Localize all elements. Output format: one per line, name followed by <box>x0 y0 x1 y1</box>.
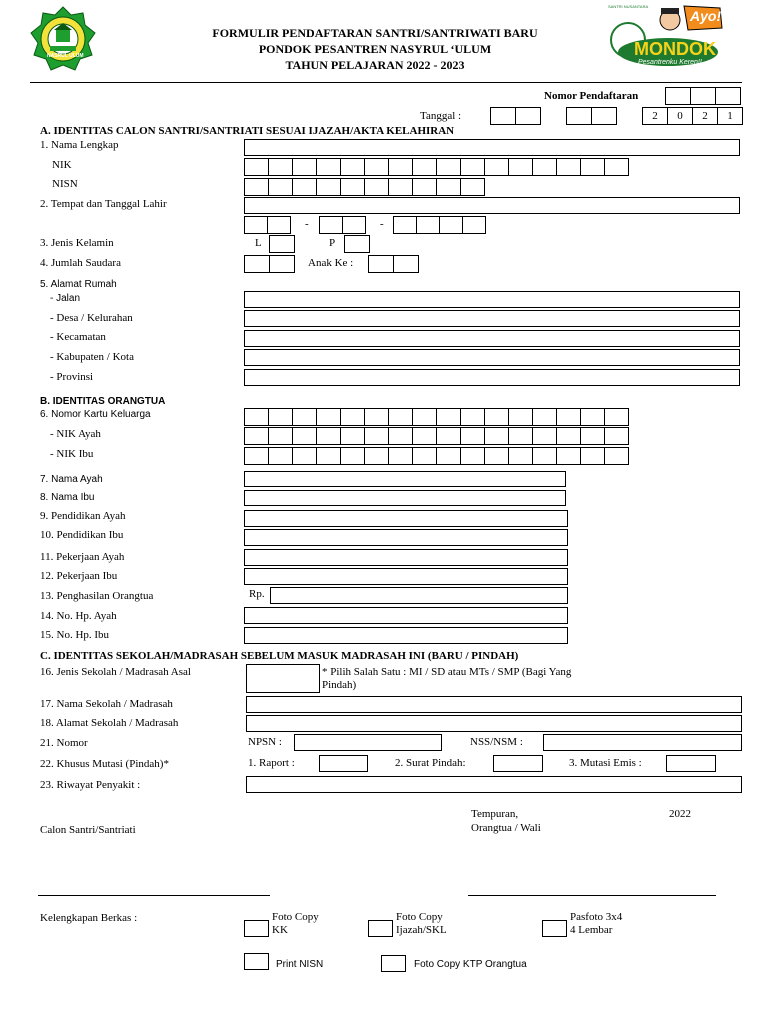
digit-box[interactable] <box>580 427 605 445</box>
digit-box[interactable] <box>268 178 293 196</box>
orangtua-wali-label: Orangtua / Wali <box>471 822 541 834</box>
digit-box[interactable] <box>244 178 269 196</box>
penghasilan-field[interactable] <box>270 587 568 604</box>
digit-box[interactable] <box>604 408 629 426</box>
section-c-title: C. IDENTITAS SEKOLAH/MADRASAH SEBELUM MASUK MADRASAH INI (BARU / PINDAH) <box>40 650 519 662</box>
year-digit: 2 <box>692 107 718 125</box>
alamat-sekolah-field[interactable] <box>246 715 742 732</box>
digit-box[interactable] <box>508 427 533 445</box>
digit-box[interactable] <box>268 158 293 176</box>
form-title: FORMULIR PENDAFTARAN SANTRI/SANTRIWATI BARU <box>212 26 538 40</box>
digit-box[interactable] <box>340 447 365 465</box>
digit-box[interactable] <box>580 447 605 465</box>
year-digit: 2 <box>642 107 668 125</box>
jalan-field[interactable] <box>244 291 740 308</box>
digit-box[interactable] <box>268 408 293 426</box>
alamat-sekolah-label: 18. Alamat Sekolah / Madrasah <box>40 717 179 729</box>
digit-box[interactable] <box>412 158 437 176</box>
pekerjaan-ibu-field[interactable] <box>244 568 568 585</box>
kabupaten-field[interactable] <box>244 349 740 366</box>
digit-box[interactable] <box>508 447 533 465</box>
nomor-pendaftaran-boxes[interactable] <box>665 87 740 105</box>
mondok-subtitle: Pesantrenku Keren!! <box>638 59 702 66</box>
surat-pindah-checkbox[interactable] <box>493 755 543 772</box>
nomor-pendaftaran-label: Nomor Pendaftaran <box>544 90 639 102</box>
nama-ibu-label: 8. Nama Ibu <box>40 492 95 503</box>
digit-box[interactable] <box>556 447 581 465</box>
santri-nusantara-text: SANTRI NUSANTARA <box>608 4 649 9</box>
digit-box[interactable] <box>412 427 437 445</box>
hp-ibu-field[interactable] <box>244 627 568 644</box>
digit-box[interactable] <box>604 447 629 465</box>
digit-box[interactable] <box>316 178 341 196</box>
digit-box[interactable] <box>580 408 605 426</box>
digit-box[interactable] <box>460 178 485 196</box>
pendidikan-ibu-field[interactable] <box>244 529 568 546</box>
digit-box[interactable] <box>484 158 509 176</box>
kk-checkbox[interactable] <box>244 920 269 937</box>
gender-l-checkbox[interactable] <box>269 235 295 253</box>
digit-box[interactable] <box>364 447 389 465</box>
digit-box[interactable] <box>604 427 629 445</box>
kabupaten-label: - Kabupaten / Kota <box>50 351 134 363</box>
gender-l-label: L <box>255 237 262 249</box>
digit-box[interactable] <box>340 427 365 445</box>
digit-box[interactable] <box>316 158 341 176</box>
digit-box[interactable] <box>316 447 341 465</box>
tanggal-label: Tanggal : <box>420 110 462 122</box>
nss-label: NSS/NSM : <box>470 736 523 748</box>
digit-box[interactable] <box>292 178 317 196</box>
ktp-orangtua-checkbox[interactable] <box>381 955 406 972</box>
digit-box[interactable] <box>532 408 557 426</box>
digit-box[interactable] <box>316 408 341 426</box>
tempat-lahir-field[interactable] <box>244 197 740 214</box>
digit-box[interactable] <box>364 408 389 426</box>
digit-box[interactable] <box>364 158 389 176</box>
jumlah-saudara-label: 4. Jumlah Saudara <box>40 257 121 269</box>
date-dash: - <box>305 218 309 230</box>
academic-year: TAHUN PELAJARAN 2022 - 2023 <box>285 58 465 72</box>
mutasi-emis-label: 3. Mutasi Emis : <box>569 757 642 769</box>
kecamatan-label: - Kecamatan <box>50 331 106 343</box>
digit-box[interactable] <box>556 427 581 445</box>
digit-box[interactable] <box>412 408 437 426</box>
nama-ayah-field[interactable] <box>244 471 566 487</box>
signature-year: 2022 <box>669 808 691 820</box>
kk-label: 6. Nomor Kartu Keluarga <box>40 409 151 420</box>
digit-box[interactable] <box>532 427 557 445</box>
birth-month-boxes[interactable] <box>319 216 365 234</box>
digit-box[interactable] <box>388 408 413 426</box>
digit-box[interactable] <box>460 427 485 445</box>
pilih-note-2: Pindah) <box>322 679 357 691</box>
gender-p-label: P <box>329 237 336 249</box>
print-nisn-label: Print NISN <box>276 959 324 970</box>
nisn-label: NISN <box>52 178 78 190</box>
digit-box[interactable] <box>556 158 581 176</box>
kk-line2: KK <box>272 924 288 936</box>
year-digit: 0 <box>667 107 693 125</box>
digit-box[interactable] <box>388 158 413 176</box>
birth-day-boxes[interactable] <box>244 216 290 234</box>
nama-sekolah-field[interactable] <box>246 696 742 713</box>
pasfoto-line1: Pasfoto 3x4 <box>570 911 623 923</box>
nik-boxes[interactable] <box>244 158 628 176</box>
nama-lengkap-label: 1. Nama Lengkap <box>40 139 119 151</box>
ttl-label: 2. Tempat dan Tanggal Lahir <box>40 198 167 210</box>
kelengkapan-berkas-label: Kelengkapan Berkas : <box>40 912 138 924</box>
anak-ke-boxes[interactable] <box>368 255 418 273</box>
date-dash: - <box>380 218 384 230</box>
header-rule <box>30 82 742 83</box>
pendidikan-ayah-label: 9. Pendidikan Ayah <box>40 510 126 522</box>
pasfoto-line2: 4 Lembar <box>570 924 613 936</box>
jalan-label: - Jalan <box>50 293 81 304</box>
digit-box[interactable] <box>244 158 269 176</box>
hp-ibu-label: 15. No. Hp. Ibu <box>40 629 110 641</box>
pendidikan-ayah-field[interactable] <box>244 510 568 527</box>
nomor-label: 21. Nomor <box>40 737 88 749</box>
digit-box[interactable] <box>388 178 413 196</box>
digit-box[interactable] <box>484 447 509 465</box>
mutasi-label: 22. Khusus Mutasi (Pindah)* <box>40 758 169 770</box>
mutasi-emis-checkbox[interactable] <box>666 755 716 772</box>
digit-box[interactable] <box>340 158 365 176</box>
riwayat-penyakit-label: 23. Riwayat Penyakit : <box>40 779 141 791</box>
wali-signature-line <box>468 895 716 896</box>
ktp-orangtua-label: Foto Copy KTP Orangtua <box>414 959 527 970</box>
school-logo <box>30 6 96 72</box>
pekerjaan-ayah-field[interactable] <box>244 549 568 566</box>
ijazah-checkbox[interactable] <box>368 920 393 937</box>
digit-box[interactable] <box>436 427 461 445</box>
desa-label: - Desa / Kelurahan <box>50 312 133 324</box>
mondok-text: MONDOK <box>634 39 716 59</box>
digit-box[interactable] <box>460 158 485 176</box>
penghasilan-label: 13. Penghasilan Orangtua <box>40 590 154 602</box>
digit-box[interactable] <box>388 447 413 465</box>
nama-lengkap-field[interactable] <box>244 139 740 156</box>
jenis-sekolah-label: 16. Jenis Sekolah / Madrasah Asal <box>40 666 191 678</box>
tanggal-month-boxes[interactable] <box>566 107 616 125</box>
digit-box[interactable] <box>484 427 509 445</box>
surat-pindah-label: 2. Surat Pindah: <box>395 757 466 769</box>
nik-ayah-boxes[interactable] <box>244 427 628 445</box>
digit-box[interactable] <box>340 408 365 426</box>
section-a-title: A. IDENTITAS CALON SANTRI/SANTRIATI SESUAI IJAZAH/AKTA KELAHIRAN <box>40 125 455 137</box>
digit-box[interactable] <box>556 408 581 426</box>
nik-ibu-boxes[interactable] <box>244 447 628 465</box>
digit-box[interactable] <box>460 408 485 426</box>
kk-line1: Foto Copy <box>272 911 319 923</box>
pekerjaan-ibu-label: 12. Pekerjaan Ibu <box>40 570 118 582</box>
digit-box[interactable] <box>508 408 533 426</box>
school-name: PONDOK PESANTREN NASYRUL ‘ULUM <box>258 42 492 56</box>
jenis-sekolah-field[interactable] <box>246 664 320 693</box>
hp-ayah-field[interactable] <box>244 607 568 624</box>
nik-ibu-label: - NIK Ibu <box>50 448 94 460</box>
digit-box[interactable] <box>388 427 413 445</box>
rp-label: Rp. <box>249 588 265 600</box>
npsn-field[interactable] <box>294 734 442 751</box>
ijazah-line2: Ijazah/SKL <box>396 924 447 936</box>
raport-checkbox[interactable] <box>319 755 368 772</box>
jenis-kelamin-label: 3. Jenis Kelamin <box>40 237 114 249</box>
digit-box[interactable] <box>436 158 461 176</box>
digit-box[interactable] <box>436 178 461 196</box>
riwayat-penyakit-field[interactable] <box>246 776 742 793</box>
digit-box[interactable] <box>292 447 317 465</box>
anak-ke-label: Anak Ke : <box>308 257 354 269</box>
hp-ayah-label: 14. No. Hp. Ayah <box>40 610 117 622</box>
ayo-text: Ayo! <box>690 8 722 24</box>
digit-box[interactable] <box>508 158 533 176</box>
jumlah-saudara-boxes[interactable] <box>244 255 294 273</box>
tanggal-year-boxes[interactable] <box>642 107 742 125</box>
digit-box[interactable] <box>532 447 557 465</box>
kecamatan-field[interactable] <box>244 330 740 347</box>
nss-field[interactable] <box>543 734 742 751</box>
calon-signature-line <box>38 895 270 896</box>
print-nisn-checkbox[interactable] <box>244 953 269 970</box>
pekerjaan-ayah-label: 11. Pekerjaan Ayah <box>40 551 125 563</box>
nama-ibu-field[interactable] <box>244 490 566 506</box>
digit-box[interactable] <box>460 447 485 465</box>
digit-box[interactable] <box>364 427 389 445</box>
calon-santri-label: Calon Santri/Santriati <box>40 824 136 836</box>
nik-ayah-label: - NIK Ayah <box>50 428 101 440</box>
pasfoto-checkbox[interactable] <box>542 920 567 937</box>
school-logo-band: NASRUL ULUM <box>47 53 84 59</box>
digit-box[interactable] <box>316 427 341 445</box>
digit-box[interactable] <box>436 408 461 426</box>
digit-box[interactable] <box>292 158 317 176</box>
digit-box[interactable] <box>412 447 437 465</box>
alamat-rumah-label: 5. Alamat Rumah <box>40 279 117 290</box>
digit-box[interactable] <box>340 178 365 196</box>
digit-box[interactable] <box>292 427 317 445</box>
ijazah-line1: Foto Copy <box>396 911 443 923</box>
tanggal-day-boxes[interactable] <box>490 107 540 125</box>
npsn-label: NPSN : <box>248 736 282 748</box>
provinsi-field[interactable] <box>244 369 740 386</box>
kk-boxes[interactable] <box>244 408 628 426</box>
year-digit: 1 <box>717 107 743 125</box>
digit-box[interactable] <box>244 447 269 465</box>
digit-box[interactable] <box>604 158 629 176</box>
digit-box[interactable] <box>484 408 509 426</box>
nisn-boxes[interactable] <box>244 178 484 196</box>
digit-box[interactable] <box>436 447 461 465</box>
digit-box[interactable] <box>412 178 437 196</box>
digit-box[interactable] <box>244 427 269 445</box>
digit-box[interactable] <box>268 427 293 445</box>
pilih-note-1: * Pilih Salah Satu : MI / SD atau MTs / SMP (Bagi Yang <box>322 666 572 678</box>
digit-box[interactable] <box>364 178 389 196</box>
nama-ayah-label: 7. Nama Ayah <box>40 474 103 485</box>
section-b-title: B. IDENTITAS ORANGTUA <box>40 396 166 407</box>
digit-box[interactable] <box>268 447 293 465</box>
digit-box[interactable] <box>244 408 269 426</box>
nik-label: NIK <box>52 159 72 171</box>
gender-p-checkbox[interactable] <box>344 235 370 253</box>
raport-label: 1. Raport : <box>248 757 295 769</box>
digit-box[interactable] <box>580 158 605 176</box>
nama-sekolah-label: 17. Nama Sekolah / Madrasah <box>40 698 173 710</box>
birth-year-boxes[interactable] <box>393 216 485 234</box>
digit-box[interactable] <box>292 408 317 426</box>
provinsi-label: - Provinsi <box>50 371 94 383</box>
ayo-mondok-logo <box>608 4 728 76</box>
digit-box[interactable] <box>532 158 557 176</box>
pendidikan-ibu-label: 10. Pendidikan Ibu <box>40 529 124 541</box>
desa-field[interactable] <box>244 310 740 327</box>
tempuran-label: Tempuran, <box>471 808 519 820</box>
